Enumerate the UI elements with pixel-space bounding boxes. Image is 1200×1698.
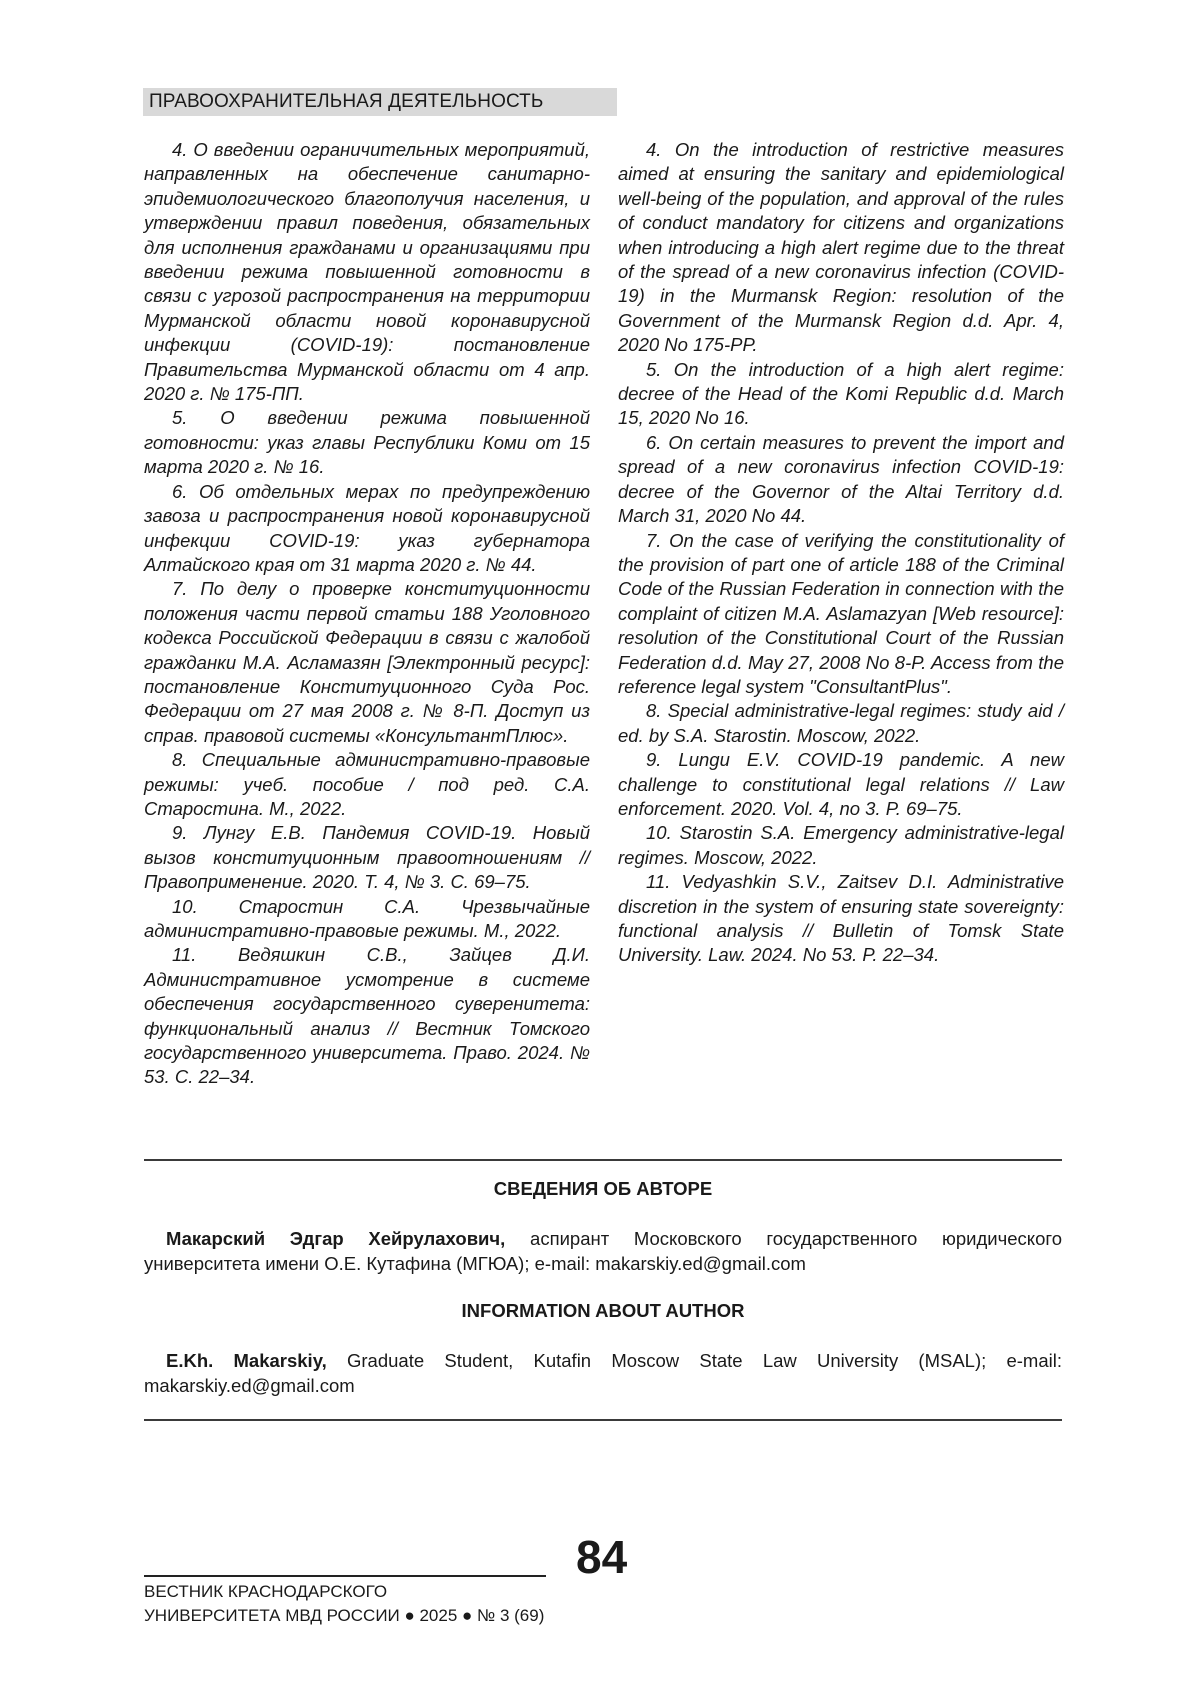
author-body-english	[144, 1348, 1062, 1398]
author-name-en: E.Kh. Makarskiy,	[166, 1350, 327, 1371]
author-affiliation-en: Graduate Student, Kutafin Moscow State Law University (MSAL); e-mail: makarskiy.ed@gmail.com	[144, 1350, 1062, 1396]
references-russian-column	[144, 138, 590, 1090]
author-name-ru: Макарский Эдгар Хейрулахович,	[166, 1228, 506, 1249]
journal-footer	[144, 1580, 544, 1628]
author-info-english	[144, 1298, 1062, 1323]
author-affiliation-ru: аспирант Московского государственного юридического университета имени О.Е. Кутафина (МГЮА); e-mail: makarskiy.ed@gmail.com	[144, 1228, 1063, 1274]
reference-ru-7: 7. По делу о проверке конституционности положения части первой статьи 188 Уголовного кодекса Российской Федерации в связи с жалобой гражданки М.А. Асламазян [Электронный ресурс]: постановление Конституционного Суда Рос. Федерации от 27 мая 2008 г. № 8-П. Доступ из справ. правовой системы «КонсультантПлюс».	[144, 578, 590, 746]
author-details-ru	[144, 1226, 1062, 1276]
author-info-russian	[144, 1176, 1062, 1201]
author-section-top-divider	[144, 1159, 1062, 1161]
reference-en-10: 10. Starostin S.A. Emergency administrative-legal regimes. Moscow, 2022.	[618, 822, 1064, 868]
references-english-column	[618, 138, 1064, 968]
journal-name-line2: УНИВЕРСИТЕТА МВД РОССИИ ● 2025 ● № 3 (69)	[144, 1606, 545, 1625]
journal-name-line1: ВЕСТНИК КРАСНОДАРСКОГО	[144, 1582, 388, 1601]
reference-en-6: 6. On certain measures to prevent the import and spread of a new coronavirus infection COVID-19: decree of the Governor of the Altai Territory d.d. March 31, 2020 No 44.	[618, 431, 1064, 527]
reference-ru-10: 10. Старостин С.А. Чрезвычайные административно-правовые режимы. М., 2022.	[144, 895, 590, 941]
reference-ru-4: 4. О введении ограничительных мероприятий, направленных на обеспечение санитарно-эпидемиологического благополучия населения, и утверждении правил поведения, обязательных для исполнения гражданами и организациями при введении режима повышенной готовности в связи с угрозой распространения на территории Мурманской области новой коронавирусной инфекции (COVID-19): постановление Правительства Мурманской области от 4 апр. 2020 г. № 175-ПП.	[144, 139, 590, 405]
page-number: 84	[576, 1531, 628, 1583]
reference-ru-8: 8. Специальные административно-правовые режимы: учеб. пособие / под ред. С.А. Старостина. М., 2022.	[144, 749, 590, 819]
reference-en-7: 7. On the case of verifying the constitutionality of the provision of part one of article 188 of the Criminal Code of the Russian Federation in connection with the complaint of citizen M.A. Aslamazyan [Web resource]: resolution of the Constitutional Court of the Russian Federation d.d. May 27, 2008 No 8-P. Access from the reference legal system "ConsultantPlus".	[618, 529, 1064, 697]
reference-en-9: 9. Lungu E.V. COVID-19 pandemic. A new challenge to constitutional legal relations // Law enforcement. 2020. Vol. 4, no 3. P. 69–75.	[618, 749, 1064, 819]
footer-divider	[144, 1575, 546, 1577]
author-heading-ru: СВЕДЕНИЯ ОБ АВТОРЕ	[493, 1178, 713, 1199]
reference-en-8: 8. Special administrative-legal regimes: study aid / ed. by S.A. Starostin. Moscow, 2022.	[618, 700, 1064, 746]
reference-ru-6: 6. Об отдельных мерах по предупреждению завоза и распространения новой коронавирусной инфекции COVID-19: указ губернатора Алтайского края от 31 марта 2020 г. № 44.	[144, 480, 590, 575]
author-section-bottom-divider	[144, 1419, 1062, 1421]
reference-en-4: 4. On the introduction of restrictive measures aimed at ensuring the sanitary and epidemiological well-being of the population, and approval of the rules of conduct mandatory for citizens and organizations when introducing a high alert regime due to the threat of the spread of a new coronavirus infection (COVID-19) in the Murmansk Region: resolution of the Government of the Murmansk Region d.d. Apr. 4, 2020 No 175-PP.	[618, 139, 1064, 356]
reference-en-11: 11. Vedyashkin S.V., Zaitsev D.I. Administrative discretion in the system of ensuring state sovereignty: functional analysis // Bulletin of Tomsk State University. Law. 2024. No 53. P. 22–34.	[618, 871, 1064, 966]
author-details-en	[144, 1348, 1062, 1398]
reference-ru-11: 11. Ведяшкин С.В., Зайцев Д.И. Административное усмотрение в системе обеспечения государственного суверенитета: функциональный анализ // Вестник Томского государственного университета. Право. 2024. № 53. С. 22–34.	[144, 944, 590, 1088]
section-header-title: ПРАВООХРАНИТЕЛЬНАЯ ДЕЯТЕЛЬНОСТЬ	[149, 91, 544, 112]
reference-ru-9: 9. Лунгу Е.В. Пандемия COVID-19. Новый вызов конституционным правоотношениям // Правоприменение. 2020. Т. 4, № 3. С. 69–75.	[144, 822, 590, 893]
reference-ru-5: 5. О введении режима повышенной готовности: указ главы Республики Коми от 15 марта 2020 г. № 16.	[144, 407, 590, 478]
author-body-russian	[144, 1226, 1062, 1276]
reference-en-5: 5. On the introduction of a high alert regime: decree of the Head of the Komi Republic d.d. March 15, 2020 No 16.	[618, 358, 1064, 429]
author-heading-en: INFORMATION ABOUT AUTHOR	[461, 1300, 745, 1321]
